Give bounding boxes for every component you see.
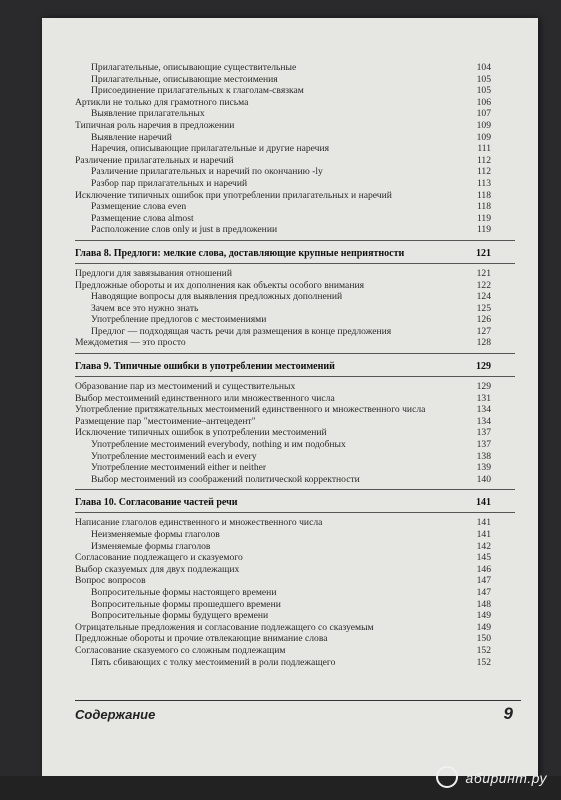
entry-page: 152 xyxy=(476,644,491,656)
entry-page: 145 xyxy=(476,552,491,564)
entry-title: Выбор сказуемых для двух подлежащих xyxy=(75,563,240,575)
entry-page: 148 xyxy=(476,598,491,610)
toc-section[interactable] xyxy=(75,404,515,416)
entry-title: Неизменяемые формы глаголов xyxy=(91,529,220,540)
chapter-page: 121 xyxy=(476,247,491,259)
toc-subsection[interactable] xyxy=(75,201,515,213)
entry-page: 104 xyxy=(476,62,491,73)
entry-title: Употребление местоимений everybody, nothing и им подобных xyxy=(91,439,346,451)
toc-section[interactable] xyxy=(75,427,515,439)
entry-page: 147 xyxy=(476,575,491,587)
entry-title: Выявление наречий xyxy=(91,131,172,143)
entry-title: Выбор местоимений единственного или множественного числа xyxy=(75,392,335,404)
toc-section[interactable] xyxy=(75,280,515,292)
toc-section[interactable] xyxy=(75,120,515,132)
entry-page: 131 xyxy=(476,392,491,404)
toc-subsection[interactable] xyxy=(75,451,515,463)
entry-page: 149 xyxy=(476,610,491,622)
entry-page: 140 xyxy=(476,473,491,485)
entry-page: 139 xyxy=(476,462,491,474)
entry-page: 109 xyxy=(476,119,491,131)
entry-title: Предлоги для завязывания отношений xyxy=(75,267,232,279)
entry-title: Размещение слова even xyxy=(91,201,187,213)
entry-title: Выбор местоимений из соображений политической корректности xyxy=(91,473,360,485)
toc-section[interactable] xyxy=(75,645,515,657)
watermark: абиринт.ру xyxy=(465,770,547,786)
toc-subsection[interactable] xyxy=(75,474,515,486)
toc-subsection[interactable] xyxy=(75,541,515,553)
toc-section[interactable] xyxy=(75,393,515,405)
toc-section[interactable] xyxy=(75,97,515,109)
entry-page: 134 xyxy=(476,404,491,416)
chapter-heading[interactable] xyxy=(75,241,515,263)
entry-title: Предложные обороты и прочие отвлекающие внимание слова xyxy=(75,633,328,645)
entry-page: 119 xyxy=(476,224,491,236)
entry-page: 147 xyxy=(476,586,491,598)
entry-title: Артикли не только для грамотного письма xyxy=(75,96,249,108)
entry-page: 129 xyxy=(476,381,491,393)
entry-title: Типичная роль наречия в предложении xyxy=(75,119,235,131)
entry-page: 150 xyxy=(476,633,491,645)
entry-title: Прилагательные, описывающие существительные xyxy=(91,62,297,73)
entry-title: Вопросительные формы прошедшего времени xyxy=(91,598,281,610)
entry-page: 121 xyxy=(476,267,491,279)
toc-section[interactable] xyxy=(75,155,515,167)
entry-page: 137 xyxy=(476,427,491,439)
entry-page: 122 xyxy=(476,279,491,291)
toc-section[interactable] xyxy=(75,622,515,634)
toc-subsection[interactable] xyxy=(75,303,515,315)
page-footer xyxy=(75,700,521,727)
entry-page: 149 xyxy=(476,621,491,633)
entry-page: 113 xyxy=(476,177,491,189)
toc-subsection[interactable] xyxy=(75,439,515,451)
toc-section[interactable] xyxy=(75,381,515,393)
entry-page: 112 xyxy=(476,154,491,166)
entry-title: Исключение типичных ошибок при употреблении прилагательных и наречий xyxy=(75,189,392,201)
entry-page: 141 xyxy=(476,529,491,540)
toc-subsection[interactable] xyxy=(75,143,515,155)
entry-title: Различение прилагательных и наречий по окончанию -ly xyxy=(91,166,323,178)
toc-section[interactable] xyxy=(75,552,515,564)
entry-page: 124 xyxy=(476,291,491,303)
entry-title: Предложные обороты и их дополнения как объекты особого внимания xyxy=(75,279,364,291)
entry-title: Различение прилагательных и наречий xyxy=(75,154,234,166)
toc-subsection[interactable] xyxy=(75,132,515,144)
toc-subsection[interactable] xyxy=(75,108,515,120)
entry-title: Размещение пар "местоимение–антецедент" xyxy=(75,415,256,427)
toc-subsection[interactable] xyxy=(75,224,515,236)
chapter-heading[interactable] xyxy=(75,490,515,512)
entry-page: 106 xyxy=(476,96,491,108)
entry-title: Употребление местоимений either и neither xyxy=(91,462,267,474)
chapter-title: Глава 9. Типичные ошибки в употреблении местоимений xyxy=(75,361,335,373)
toc-subsection[interactable] xyxy=(75,314,515,326)
toc-subsection[interactable] xyxy=(75,657,515,669)
toc-subsection[interactable] xyxy=(75,178,515,190)
toc-section[interactable] xyxy=(75,517,515,529)
chapter-title: Глава 8. Предлоги: мелкие слова, доставляющие крупные неприятности xyxy=(75,247,405,259)
entry-title: Вопросительные формы настоящего времени xyxy=(91,586,277,598)
toc-subsection[interactable] xyxy=(75,599,515,611)
toc-subsection[interactable] xyxy=(75,587,515,599)
entry-page: 142 xyxy=(476,540,491,552)
toc-section[interactable] xyxy=(75,416,515,428)
entry-page: 118 xyxy=(476,189,491,201)
toc-section[interactable] xyxy=(75,633,515,645)
entry-page: 134 xyxy=(476,415,491,427)
entry-page: 146 xyxy=(476,563,491,575)
entry-page: 111 xyxy=(477,143,491,155)
entry-page: 125 xyxy=(476,302,491,314)
entry-title: Написание глаголов единственного и множественного числа xyxy=(75,517,323,529)
entry-title: Зачем все это нужно знать xyxy=(91,302,199,314)
entry-title: Выявление прилагательных xyxy=(91,108,205,120)
entry-page: 127 xyxy=(476,325,491,337)
entry-page: 138 xyxy=(476,450,491,462)
entry-page: 118 xyxy=(476,201,491,213)
toc-subsection[interactable] xyxy=(75,610,515,622)
entry-page: 119 xyxy=(476,212,491,224)
toc-subsection[interactable] xyxy=(75,213,515,225)
entry-title: Вопросительные формы будущего времени xyxy=(91,610,269,622)
entry-title: Вопрос вопросов xyxy=(75,575,146,587)
toc-section[interactable] xyxy=(75,337,515,349)
toc-subsection[interactable] xyxy=(75,462,515,474)
watermark-logo-icon xyxy=(436,766,458,788)
entry-title: Прилагательные, описывающие местоимения xyxy=(91,73,278,85)
page-number: 9 xyxy=(503,704,513,723)
entry-page: 107 xyxy=(476,108,491,120)
toc-subsection[interactable] xyxy=(75,166,515,178)
entry-title: Употребление предлогов с местоимениями xyxy=(91,314,267,326)
entry-title: Употребление притяжательных местоимений единственного и множественного числа xyxy=(75,404,426,416)
table-of-contents xyxy=(75,62,515,668)
toc-subsection[interactable] xyxy=(75,85,515,97)
toc-subsection[interactable] xyxy=(75,529,515,541)
toc-section[interactable] xyxy=(75,268,515,280)
chapter-title: Глава 10. Согласование частей речи xyxy=(75,497,238,509)
entry-page: 112 xyxy=(476,166,491,178)
entry-page: 141 xyxy=(476,517,491,529)
entry-title: Присоединение прилагательных к глаголам-связкам xyxy=(91,85,304,97)
entry-title: Междометия — это просто xyxy=(75,337,186,349)
chapter-page: 141 xyxy=(476,497,491,509)
entry-page: 109 xyxy=(476,131,491,143)
toc-subsection[interactable] xyxy=(75,326,515,338)
entry-page: 126 xyxy=(476,314,491,326)
entry-title: Разбор пар прилагательных и наречий xyxy=(91,177,248,189)
chapter-heading[interactable] xyxy=(75,354,515,376)
entry-title: Согласование сказуемого со сложным подлежащим xyxy=(75,644,286,656)
entry-page: 128 xyxy=(476,337,491,349)
toc-section[interactable] xyxy=(75,190,515,202)
entry-page: 105 xyxy=(476,73,491,85)
footer-title: Содержание xyxy=(75,707,156,722)
entry-title: Согласование подлежащего и сказуемого xyxy=(75,552,243,564)
toc-section[interactable] xyxy=(75,564,515,576)
entry-page: 105 xyxy=(476,85,491,97)
entry-title: Исключение типичных ошибок в употреблении местоимений xyxy=(75,427,327,439)
entry-page: 137 xyxy=(476,439,491,451)
entry-title: Отрицательные предложения и согласование подлежащего со сказуемым xyxy=(75,621,374,633)
entry-title: Наводящие вопросы для выявления предложных дополнений xyxy=(91,291,343,303)
entry-title: Размещение слова almost xyxy=(91,212,194,224)
entry-title: Расположение слов only и just в предложении xyxy=(91,224,278,236)
toc-section[interactable] xyxy=(75,575,515,587)
entry-title: Пять сбивающих с толку местоимений в роли подлежащего xyxy=(91,656,336,668)
chapter-page: 129 xyxy=(476,361,491,373)
toc-subsection[interactable] xyxy=(75,74,515,86)
entry-title: Образование пар из местоимений и существительных xyxy=(75,381,296,393)
entry-page: 152 xyxy=(476,656,491,668)
entry-title: Наречия, описывающие прилагательные и другие наречия xyxy=(91,143,330,155)
entry-title: Употребление местоимений each и every xyxy=(91,450,257,462)
toc-subsection[interactable] xyxy=(75,291,515,303)
toc-subsection[interactable] xyxy=(75,62,515,74)
entry-title: Предлог — подходящая часть речи для размещения в конце предложения xyxy=(91,325,392,337)
entry-title: Изменяемые формы глаголов xyxy=(91,540,211,552)
